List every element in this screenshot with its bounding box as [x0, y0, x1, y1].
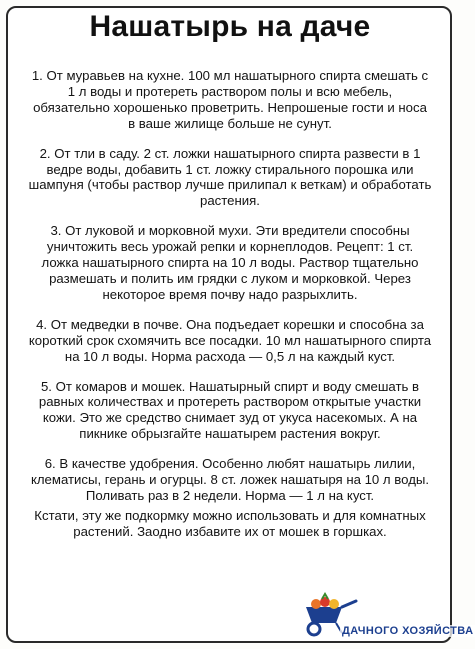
article-body — [28, 68, 432, 540]
logo-text: ДАЧНОГО ХОЗЯЙСТВА — [342, 625, 474, 637]
brand-logo — [298, 593, 474, 639]
tip-paragraph-6: 6. В качестве удобрения. Особенно любят нашатырь лилии, клематисы, герань и огурцы. 8 ст. ложек нашатыря на 10 л воды. Поливать раз в 2 недели. Норма — 1 л на куст. — [30, 456, 430, 503]
tip-paragraph-1: 1. От муравьев на кухне. 100 мл нашатырного спирта смешать с 1 л воды и протереть раствором полы и всю мебель, обязательно хорошенько проветрить. Непрошеные гости и носа в ваше жилище больше не сунут. — [31, 68, 429, 131]
tip-paragraph-5: 5. От комаров и мошек. Нашатырный спирт и воду смешать в равных количествах и протереть раствором открытые участки кожи. Это же средство снимает зуд от укуса насекомых. А на пикнике обрызгайте нашатырем растения вокруг. — [38, 378, 422, 442]
tip-paragraph-note: Кстати, эту же подкормку можно использовать и для комнатных растений. Заодно избавите их от мошек в горшках. — [34, 507, 426, 539]
page-title: Нашатырь на даче — [89, 10, 371, 43]
tip-paragraph-3: 3. От луковой и морковной мухи. Эти вредители способны уничтожить весь урожай репки и корнеплодов. Рецепт: 1 ст. ложка нашатырного спирта на 10 л воды. Раствор тщательно размешать и полить им грядки с луком и морковкой. Через некоторое время почву надо разрыхлить. — [41, 223, 419, 302]
tip-paragraph-4: 4. От медведки в почве. Она подъедает корешки и способна за короткий срок схомячить все посадки. 10 мл нашатырного спирта на 10 л воды. Норма расхода — 0,5 л на каждый куст. — [28, 316, 432, 364]
tip-paragraph-2: 2. От тли в саду. 2 ст. ложки нашатырного спирта развести в 1 ведре воды, добавить 1 ст. ложку стирального порошка или шампуня (чтобы раствор лучше прилипал к веткам) и обработать растения. — [28, 145, 432, 209]
